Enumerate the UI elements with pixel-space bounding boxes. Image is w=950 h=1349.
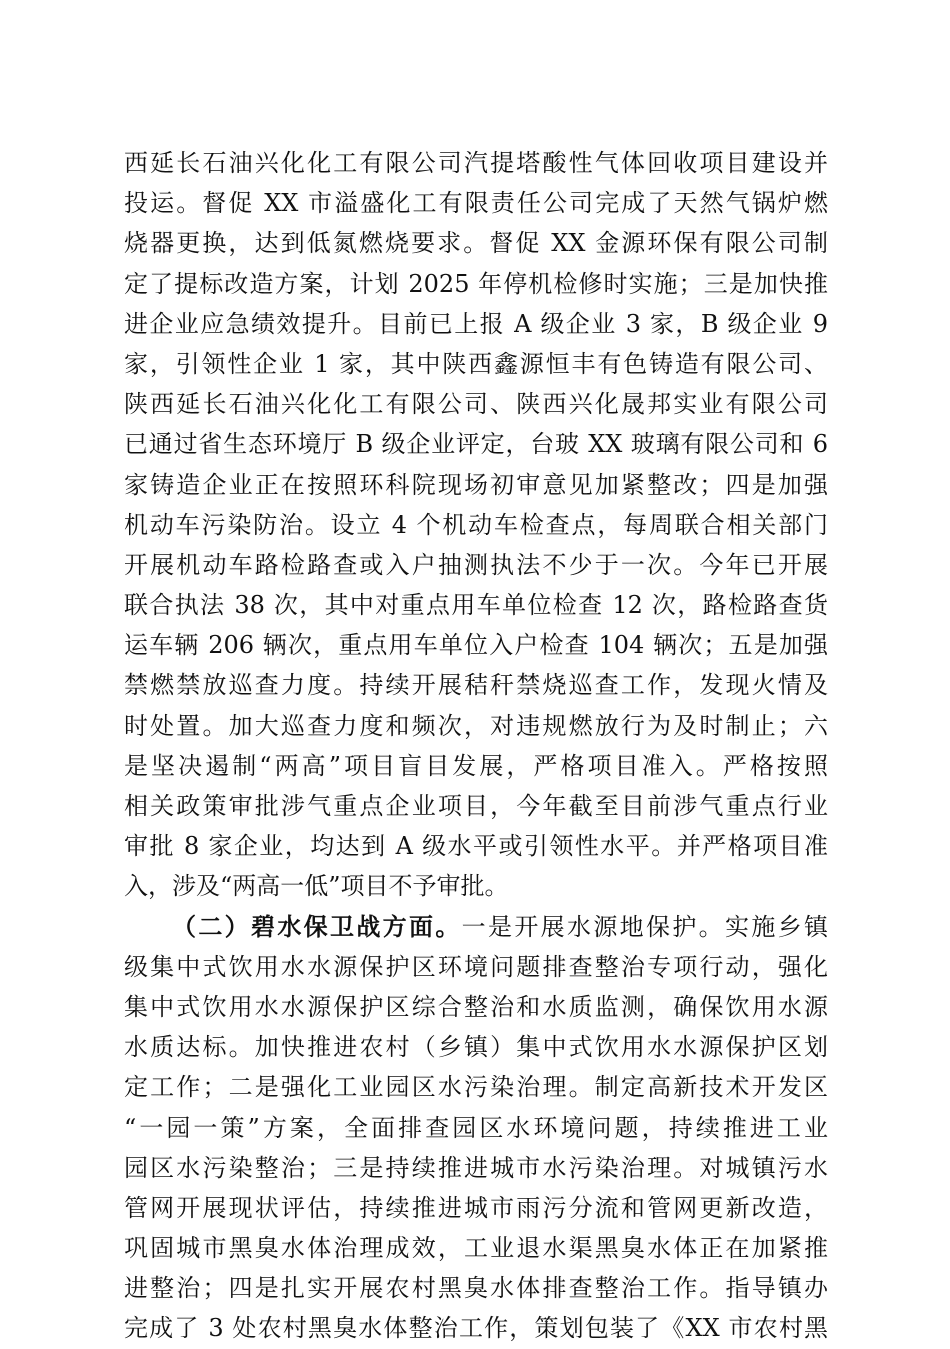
- text-line: 审批 8 家企业，均达到 A 级水平或引领性水平。并严格项目准: [124, 832, 828, 861]
- text-line: 西延长石油兴化化工有限公司汽提塔酸性气体回收项目建设并: [124, 149, 828, 177]
- text-line: 烧器更换，达到低氮燃烧要求。督促 XX 金源环保有限公司制: [124, 229, 828, 258]
- text-line: 入，涉及“两高一低”项目不予审批。: [124, 872, 509, 901]
- text-line: 进整治；四是扎实开展农村黑臭水体排查整治工作。指导镇办: [124, 1274, 828, 1303]
- text-line: 园区水污染整治；三是持续推进城市水污染治理。对城镇污水: [124, 1153, 828, 1182]
- text-line: 陕西延长石油兴化化工有限公司、陕西兴化晟邦实业有限公司: [124, 390, 828, 419]
- text-line: 时处置。加大巡查力度和频次，对违规燃放行为及时制止；六: [124, 711, 828, 740]
- text-line: 定了提标改造方案，计划 2025 年停机检修时实施；三是加快推: [124, 269, 828, 298]
- text-line: 进企业应急绩效提升。目前已上报 A 级企业 3 家，B 级企业 9: [124, 309, 828, 338]
- text-line: 级集中式饮用水水源保护区环境问题排查整治专项行动，强化: [124, 952, 828, 981]
- text-line: 已通过省生态环境厅 B 级企业评定，台玻 XX 玻璃有限公司和 6: [124, 430, 828, 459]
- section-heading-line: [124, 907, 828, 947]
- section-heading-rest: 一是开展水源地保护。实施乡镇: [461, 912, 828, 941]
- text-line: 家铸造企业正在按照环科院现场初审意见加紧整改；四是加强: [124, 470, 828, 499]
- text-line: 运车辆 206 辆次，重点用车单位入户检查 104 辆次；五是加强: [124, 631, 828, 660]
- text-line: 完成了 3 处农村黑臭水体整治工作，策划包装了《XX 市农村黑: [124, 1314, 828, 1343]
- text-line: “一园一策”方案，全面排查园区水环境问题，持续推进工业: [124, 1113, 828, 1142]
- section-heading: （二）碧水保卫战方面。: [172, 911, 462, 941]
- text-line: 是坚决遏制“两高”项目盲目发展，严格项目准入。严格按照: [124, 751, 828, 780]
- text-line: 巩固城市黑臭水体治理成效，工业退水渠黑臭水体正在加紧推: [124, 1234, 828, 1263]
- text-line: 管网开展现状评估，持续推进城市雨污分流和管网更新改造，: [124, 1193, 828, 1222]
- text-line: 相关政策审批涉气重点企业项目，今年截至目前涉气重点行业: [124, 792, 828, 820]
- text-line: 机动车污染防治。设立 4 个机动车检查点，每周联合相关部门: [124, 510, 828, 539]
- text-line: 水质达标。加快推进农村（乡镇）集中式饮用水水源保护区划: [124, 1033, 828, 1062]
- text-line: 定工作；二是强化工业园区水污染治理。制定高新技术开发区: [124, 1073, 828, 1102]
- text-line: 联合执法 38 次，其中对重点用车单位检查 12 次，路检路查货: [124, 591, 828, 620]
- text-line: 集中式饮用水水源保护区综合整治和水质监测，确保饮用水源: [124, 992, 828, 1021]
- text-line: 禁燃禁放巡查力度。持续开展秸秆禁烧巡查工作，发现火情及: [124, 671, 828, 700]
- text-line: 投运。督促 XX 市溢盛化工有限责任公司完成了天然气锅炉燃: [124, 189, 828, 218]
- text-line: 家，引领性企业 1 家，其中陕西鑫源恒丰有色铸造有限公司、: [124, 349, 828, 378]
- document-body: [124, 143, 828, 1349]
- text-line: 开展机动车路检路查或入户抽测执法不少于一次。今年已开展: [124, 550, 828, 579]
